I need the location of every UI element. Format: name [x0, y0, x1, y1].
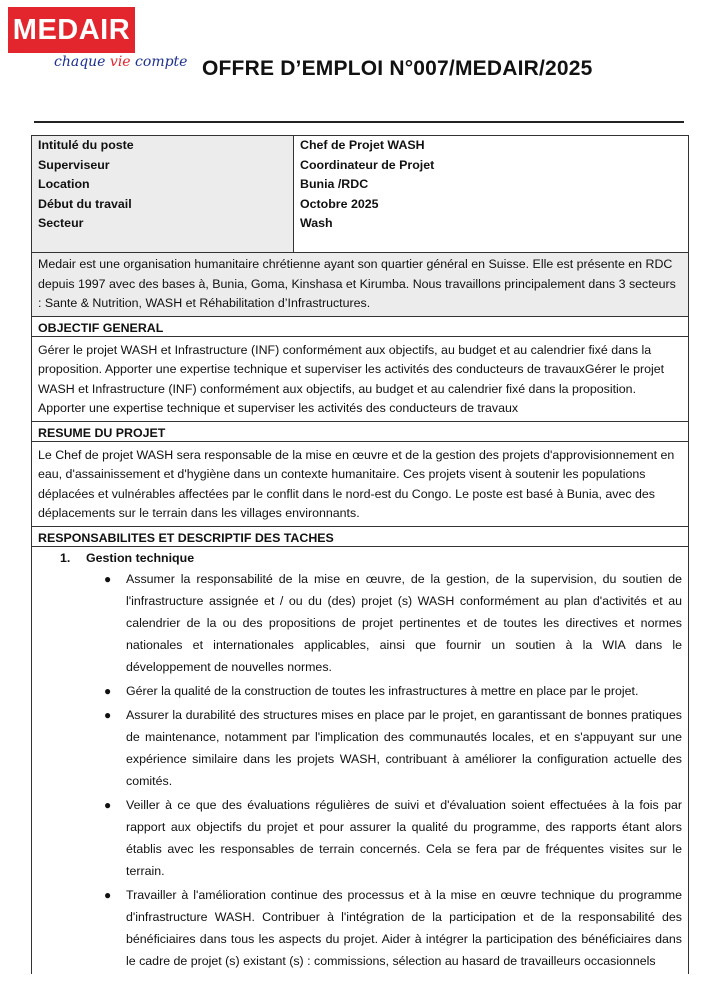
bullet-icon: ●	[104, 684, 112, 698]
tagline-part-3: compte	[130, 54, 188, 70]
subsection-number: 1.	[60, 550, 71, 565]
medair-logo	[8, 7, 135, 53]
list-item	[104, 568, 682, 678]
organization-intro: Medair est une organisation humanitaire chrétienne ayant son quartier général en Suisse. Elle est présente en RDC depuis 1997 avec des bases à, Bunia, Goma, Kinshasa et Kirumba. Nous travaillons principalement dans 3 secteurs : Sante & Nutrition, WASH et Réhabilitation d’Infrastructures.	[32, 253, 688, 317]
tagline-part-1: chaque	[54, 54, 110, 70]
page-title: OFFRE D’EMPLOI N°007/MEDAIR/2025	[202, 57, 593, 80]
list-item-text: Travailler à l'amélioration continue des processus et à la mise en œuvre technique du programme d'infrastructure WASH. Contribuer à l'intégration de la participation et de la responsabilité des bénéficiaires dans tous les aspects du projet. Aider à intégrer la participation des bénéficiaires dans le cadre de projet (s) existant (s) : commissions, sélection au hasard de travailleurs occasionnels	[126, 888, 682, 968]
list-item-text: Veiller à ce que des évaluations régulières de suivi et d'évaluation soient effectuées à la fois par rapport aux objectifs du projet et pour assurer la qualité du programme, des rapports étant alors établis avec les responsables de terrain concernés. Cela se fera par de fréquentes visites sur le terrain.	[126, 798, 682, 878]
list-item-text: Assumer la responsabilité de la mise en œuvre, de la gestion, de la supervision, du soutien de l'infrastructure assignée et / ou du (des) projet (s) WASH conformément au plan d'activités et au calendrier de la ou des propositions de projet pertinentes et de toutes les directives et normes nationales et internationales applicables, ainsi que fournir un soutien à la WIA dans le développement de nouvelles normes.	[126, 572, 682, 674]
logo-text: MEDAIR	[12, 13, 131, 46]
label-start-date: Début du travail	[38, 196, 132, 211]
list-item	[104, 704, 682, 792]
task-list	[32, 568, 688, 972]
value-location: Bunia /RDC	[300, 177, 369, 191]
label-supervisor: Superviseur	[38, 157, 110, 172]
section-heading-objectif: OBJECTIF GENERAL	[32, 317, 688, 337]
section-heading-responsabilites: RESPONSABILITES ET DESCRIPTIF DES TACHES	[32, 527, 688, 547]
logo-tagline	[54, 54, 187, 70]
bullet-icon: ●	[104, 708, 112, 722]
list-item	[104, 794, 682, 882]
label-job-title: Intitulé du poste	[38, 138, 134, 152]
job-info-labels	[32, 136, 294, 252]
job-offer-table	[31, 135, 689, 974]
section-body-resume: Le Chef de projet WASH sera responsable de la mise en œuvre et de la gestion des projets d'approvisionnement en eau, d'assainissement et d'hygiène dans un contexte humanitaire. Ces projets visent à soutenir les populations déplacées et vulnérables affectées par le conflit dans le nord-est du Congo. Le poste est basé à Bunia, avec des déplacements sur le terrain dans les villages environnants.	[32, 442, 688, 527]
header-divider	[34, 121, 684, 123]
value-job-title: Chef de Projet WASH	[300, 138, 425, 152]
bullet-icon: ●	[104, 888, 112, 902]
value-supervisor: Coordinateur de Projet	[300, 157, 435, 172]
list-item	[104, 884, 682, 972]
list-item-text: Assurer la durabilité des structures mises en place par le projet, en garantissant de bonnes pratiques de maintenance, notamment par l'implication des communautés locales, et en s'appuyant sur une expérience similaire dans les projets WASH, contribuant à améliorer la configuration actuelle des comités.	[126, 708, 682, 788]
tagline-part-2: vie	[109, 54, 131, 70]
subsection-title: Gestion technique	[86, 550, 195, 565]
job-info-values	[294, 136, 688, 252]
list-item-text: Gérer la qualité de la construction de toutes les infrastructures à mettre en place par le projet.	[126, 684, 639, 698]
section-heading-resume: RESUME DU PROJET	[32, 422, 688, 442]
bullet-icon: ●	[104, 572, 112, 586]
section-body-objectif: Gérer le projet WASH et Infrastructure (INF) conformément aux objectifs, au budget et au calendrier fixé dans la proposition. Apporter une expertise technique et superviser les activités des conducteurs de travauxGérer le projet WASH et Infrastructure (INF) conformément aux objectifs, au budget et au calendrier fixé dans la proposition. Apporter une expertise technique et superviser les activités des conducteurs de travaux	[32, 337, 688, 422]
list-item	[104, 680, 682, 702]
job-info-block	[32, 136, 688, 253]
label-sector: Secteur	[38, 216, 84, 230]
value-start-date: Octobre 2025	[300, 196, 379, 211]
bullet-icon: ●	[104, 798, 112, 812]
value-sector: Wash	[300, 216, 333, 230]
subsection-heading	[32, 547, 688, 569]
label-location: Location	[38, 177, 90, 191]
